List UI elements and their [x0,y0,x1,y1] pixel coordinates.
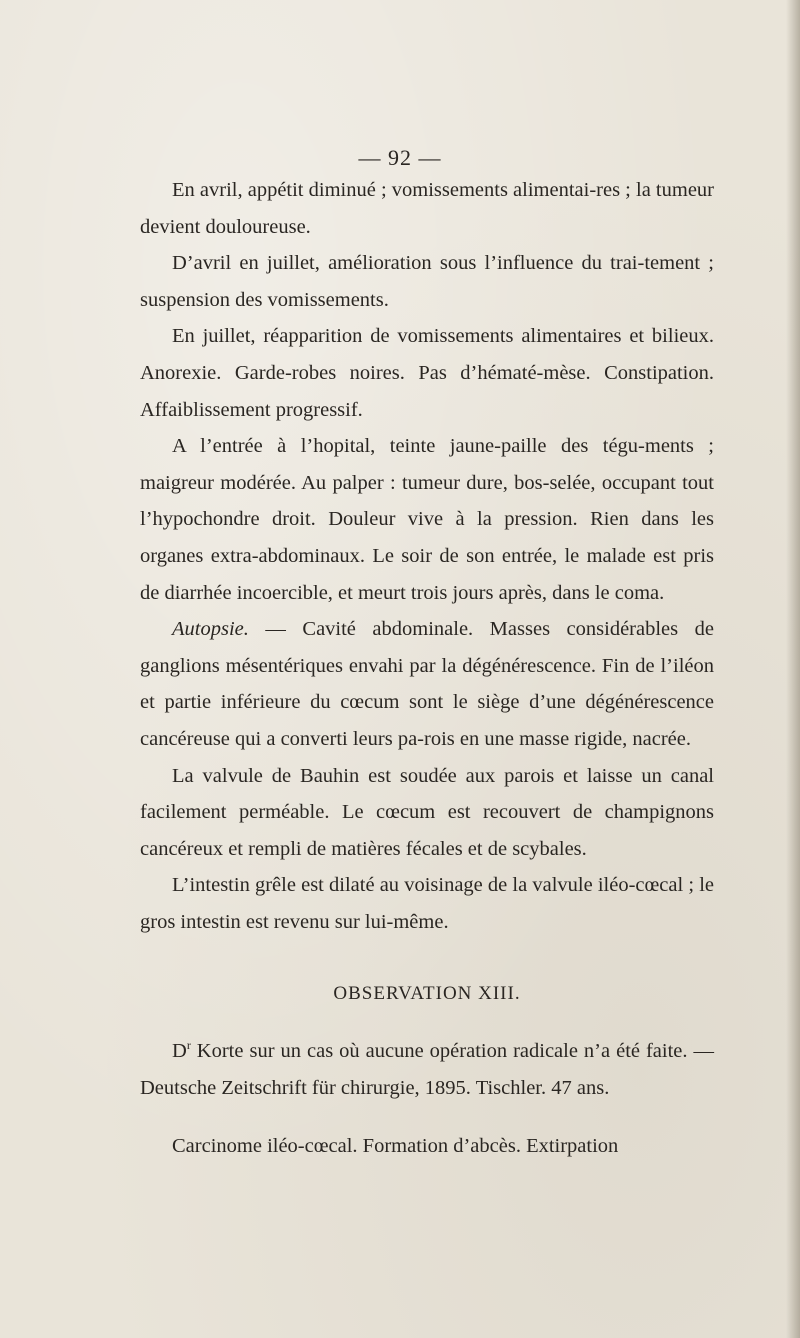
observation-source [140,1033,714,1106]
paragraph-july: En juillet, réapparition de vomissements alimentaires et bilieux. Anorexie. Garde-robes noires. Pas d’hématé-mèse. Constipation. Affaiblissement progressif. [140,325,714,421]
autopsy-label: Autopsie. [172,618,249,641]
doctor-prefix: D [172,1040,187,1063]
observation-diagnosis: Carcinome iléo-cœcal. Formation d’abcès. Extirpation [172,1135,619,1158]
page-number: — 92 — [358,145,442,170]
paragraph-hospital-entry: A l’entrée à l’hopital, teinte jaune-paille des tégu-ments ; maigreur modérée. Au palper : tumeur dure, bos-selée, occupant tout l’hypochondre droit. Douleur vive à la pression. Rien dans les organes extra-abdominaux. Le soir de son entrée, le malade est pris de diarrhée incoercible, et meurt trois jours après, dans le coma. [140,435,714,604]
paragraph-bauhin-valve: La valvule de Bauhin est soudée aux parois et laisse un canal facilement perméable. Le cœcum est recouvert de champignons cancéreux et rempli de matières fécales et de scybales. [140,764,714,860]
paragraph-april-july: D’avril en juillet, amélioration sous l’influence du trai-tement ; suspension des vomissements. [140,252,714,311]
paragraph-april: En avril, appétit diminué ; vomissements alimentai-res ; la tumeur devient douloureuse. [140,179,714,238]
observation-source-text: Korte sur un cas où aucune opération radicale n’a été faite. — Deutsche Zeitschrift für chirurgie, 1895. Tischler. 47 ans. [140,1040,714,1099]
paragraph-autopsy [140,611,714,757]
autopsy-text: — Cavité abdominale. Masses considérables de ganglions mésentériques envahi par la dégénérescence. Fin de l’iléon et partie inférieure du cœcum sont le siège d’une dégénérescence cancéreuse qui a converti leurs pa-rois en une masse rigide, nacrée. [140,618,714,750]
page-edge-shadow [786,0,800,1338]
body-text [140,172,714,1165]
doctor-superscript: r [186,1038,191,1053]
observation-title: OBSERVATION XIII. [333,983,521,1005]
paragraph-small-intestine: L’intestin grêle est dilaté au voisinage de la valvule iléo-cœcal ; le gros intestin est revenu sur lui-même. [140,874,714,933]
